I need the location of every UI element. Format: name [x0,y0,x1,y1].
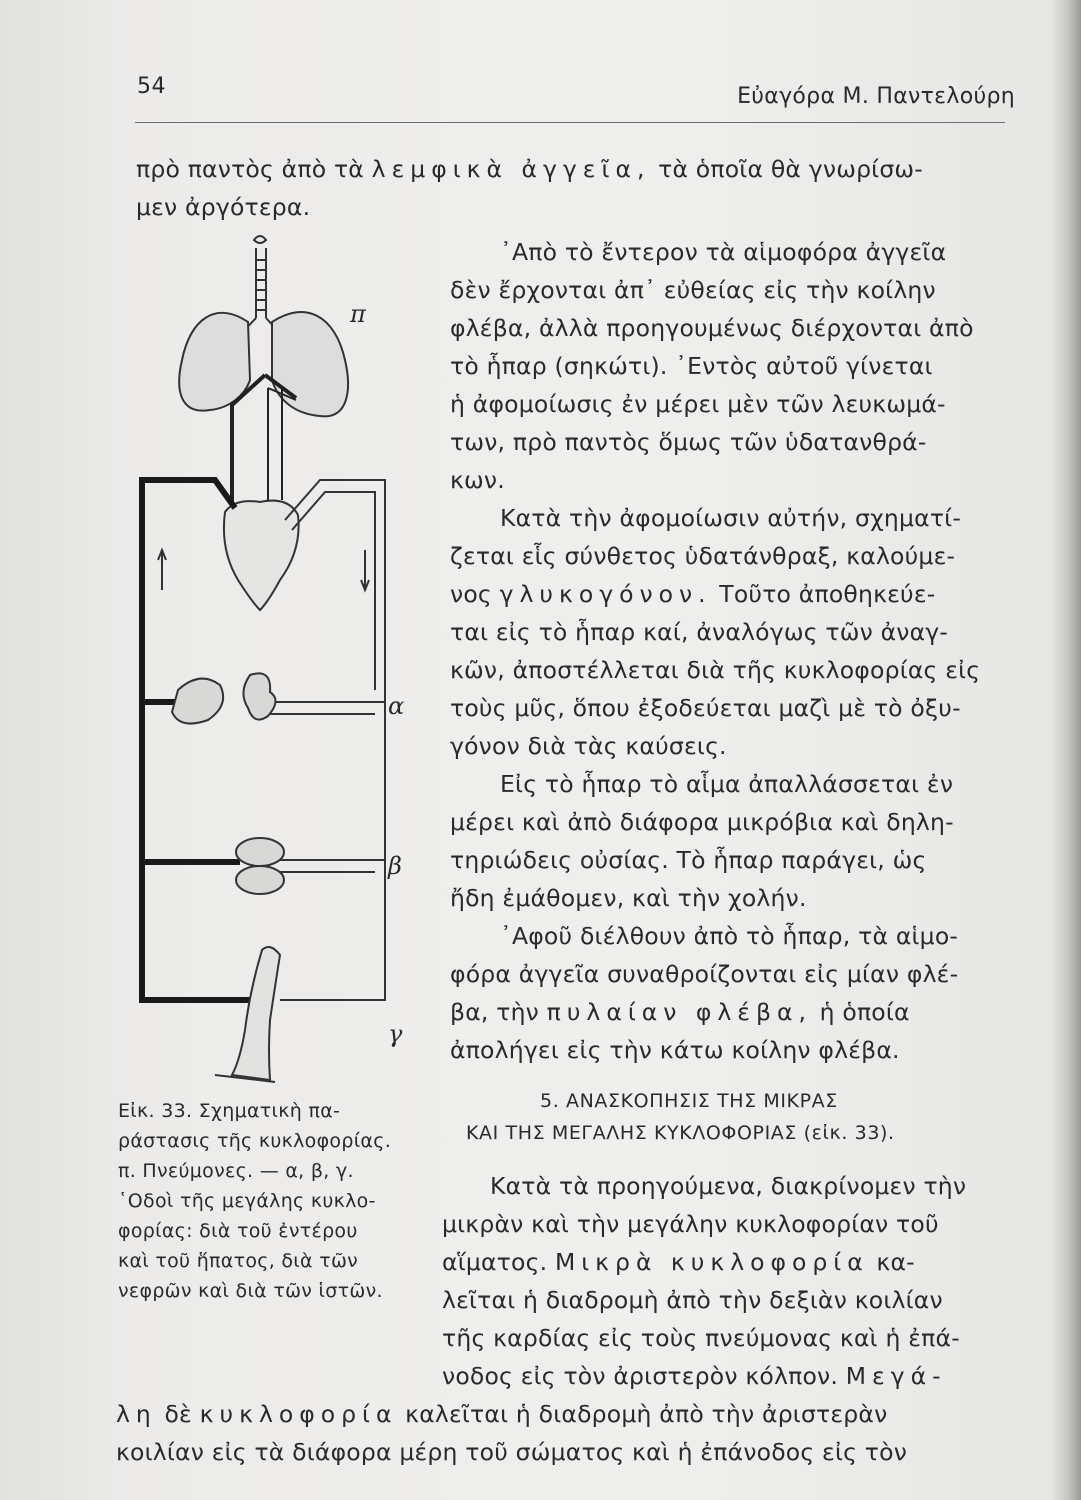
portal-prefix: βα, τὴν [450,998,539,1026]
section-text: καλεῖται ἡ διαδρομὴ ἀπὸ τὴν ἀριστερὰν [405,1400,888,1428]
lungs-shape [179,312,348,416]
portal-suffix: ἡ ὁποία [819,998,910,1026]
page-number: 54 [137,74,166,99]
body-line: μέρει καὶ ἀπὸ διάφορα μικρόβια καὶ δηλη- [450,808,954,836]
page-header [135,72,1015,123]
intro-text-a: πρὸ παντὸς ἀπὸ τὰ [136,155,364,183]
figure-caption-line: ράστασις τῆς κυκλοφορίας. [118,1130,392,1152]
section-line: μικρὰν καὶ τὴν μεγάλην κυκλοφορίαν τοῦ [442,1210,939,1238]
body-line: τοὺς μῦς, ὅπου ἐξοδεύεται μαζὶ μὲ τὸ ὀξυ- [450,694,961,722]
body-line: ἡ ἀφομοίωσις ἐν μέρει μὲν τῶν λευκωμά- [450,390,946,418]
section-line [442,1248,915,1276]
body-line: ᾿Αφοῦ διέλθουν ἀπὸ τὸ ἧπαρ, τὰ αἱμο- [500,922,959,950]
intestine-liver-shape [172,673,276,723]
body-line: γόνον διὰ τὰς καύσεις. [450,732,727,760]
figure-caption-line: Εἰκ. 33. Σχηματικὴ πα- [118,1100,341,1122]
running-head: Εὐαγόρα Μ. Παντελούρη [737,84,1015,109]
tissue-shape [215,947,280,1082]
term-lymph-vessels: λεμφικὰ ἀγγεῖα, [371,155,651,183]
term-portal-vein: πυλαίαν φλέβα, [546,998,812,1026]
figure-caption-line: ῾Οδοὶ τῆς μεγάλης κυκλο- [118,1190,376,1212]
body-line: των, πρὸ παντὸς ὅμως τῶν ὑδατανθρά- [450,428,927,456]
section-line: τῆς καρδίας εἰς τοὺς πνεύμονας καὶ ἡ ἐπά- [442,1324,960,1352]
section-heading-line-1: 5. ΑΝΑΣΚΟΠΗΣΙΣ ΤΗΣ ΜΙΚΡΑΣ [540,1090,838,1112]
glycogen-line [450,580,935,608]
glycogen-suffix: Τοῦτο ἀποθηκεύε- [719,580,936,608]
figure-caption-line: καὶ τοῦ ἥπατος, διὰ τῶν [118,1250,359,1272]
section-line [442,1362,947,1390]
body-line: κῶν, ἀποστέλλεται διὰ τῆς κυκλοφορίας εἰς [450,656,981,684]
body-line: ζεται εἷς σύνθετος ὑδατάνθραξ, καλούμε- [450,542,956,570]
figure-caption-line: φορίας: διὰ τοῦ ἐντέρου [118,1220,358,1242]
section-line: κοιλίαν εἰς τὰ διάφορα μέρη τοῦ σώματος καὶ ἡ ἐπάνοδος εἰς τὸν [116,1438,908,1466]
section-text: αἵματος. [442,1248,548,1276]
page-edge-shadow [1051,0,1081,1500]
body-line: κων. [450,466,505,494]
body-line: τηριώδεις οὐσίας. Τὸ ἧπαρ παράγει, ὡς [450,846,927,874]
body-line: φόρα ἀγγεῖα συναθροίζονται εἰς μίαν φλέ- [450,960,959,988]
circulation-diagram [120,230,420,1090]
body-line: δὲν ἔρχονται ἀπ᾿ εὐθείας εἰς τὴν κοίλην [450,276,936,304]
label-lungs: π [350,300,366,328]
body-line: φλέβα, ἀλλὰ προηγουμένως διέρχονται ἀπὸ [450,314,974,342]
body-line: ται εἰς τὸ ἧπαρ καί, ἀναλόγως τῶν ἀναγ- [450,618,949,646]
body-line: Εἰς τὸ ἧπαρ τὸ αἷμα ἀπαλλάσσεται ἐν [500,770,954,798]
term-systemic-circulation-end: λη [116,1400,157,1428]
section-text: νοδος εἰς τὸν ἀριστερὸν κόλπον. [442,1362,839,1390]
term-circulation: κυκλοφορία [199,1400,398,1428]
intro-line-1 [136,155,923,183]
term-systemic-circulation: Μεγά- [845,1362,947,1390]
intro-line-2: μεν ἀργότερα. [136,193,311,221]
figure-caption-line: νεφρῶν καὶ διὰ τῶν ἱστῶν. [118,1280,383,1302]
kidneys-shape [236,838,284,894]
body-line: ἤδη ἐμάθομεν, καὶ τὴν χολήν. [450,884,807,912]
section-heading-line-2: ΚΑΙ ΤΗΣ ΜΕΓΑΛΗΣ ΚΥΚΛΟΦΟΡΙΑΣ (εἰκ. 33). [466,1122,895,1144]
glycogen-prefix: νος [450,580,492,608]
label-beta: β [388,852,402,880]
body-line: ἀπολήγει εἰς τὴν κάτω κοίλην φλέβα. [450,1036,900,1064]
section-text: δὲ [164,1400,192,1428]
body-line: ᾿Απὸ τὸ ἔντερον τὰ αἱμοφόρα ἀγγεῖα [500,238,947,266]
section-line: λεῖται ἡ διαδρομὴ ἀπὸ τὴν δεξιὰν κοιλίαν [442,1286,943,1314]
section-line [116,1400,887,1428]
term-pulmonary-circulation: Μικρὰ κυκλοφορία [554,1248,869,1276]
section-text: κα- [876,1248,915,1276]
label-alpha: α [388,692,405,720]
figure-caption-line: π. Πνεύμονες. — α, β, γ. [118,1160,354,1182]
body-line: τὸ ἧπαρ (σηκώτι). ᾿Εντὸς αὐτοῦ γίνεται [450,352,933,380]
label-gamma: γ [388,1020,403,1048]
term-glycogen: γλυκογόνον. [499,580,712,608]
intro-text-b: τὰ ὁποῖα θὰ γνωρίσω- [658,155,923,183]
body-line: Κατὰ τὴν ἀφομοίωσιν αὐτήν, σχηματί- [500,504,962,532]
portal-line [450,998,910,1026]
section-line: Κατὰ τὰ προηγούμενα, διακρίνομεν τὴν [490,1172,967,1200]
